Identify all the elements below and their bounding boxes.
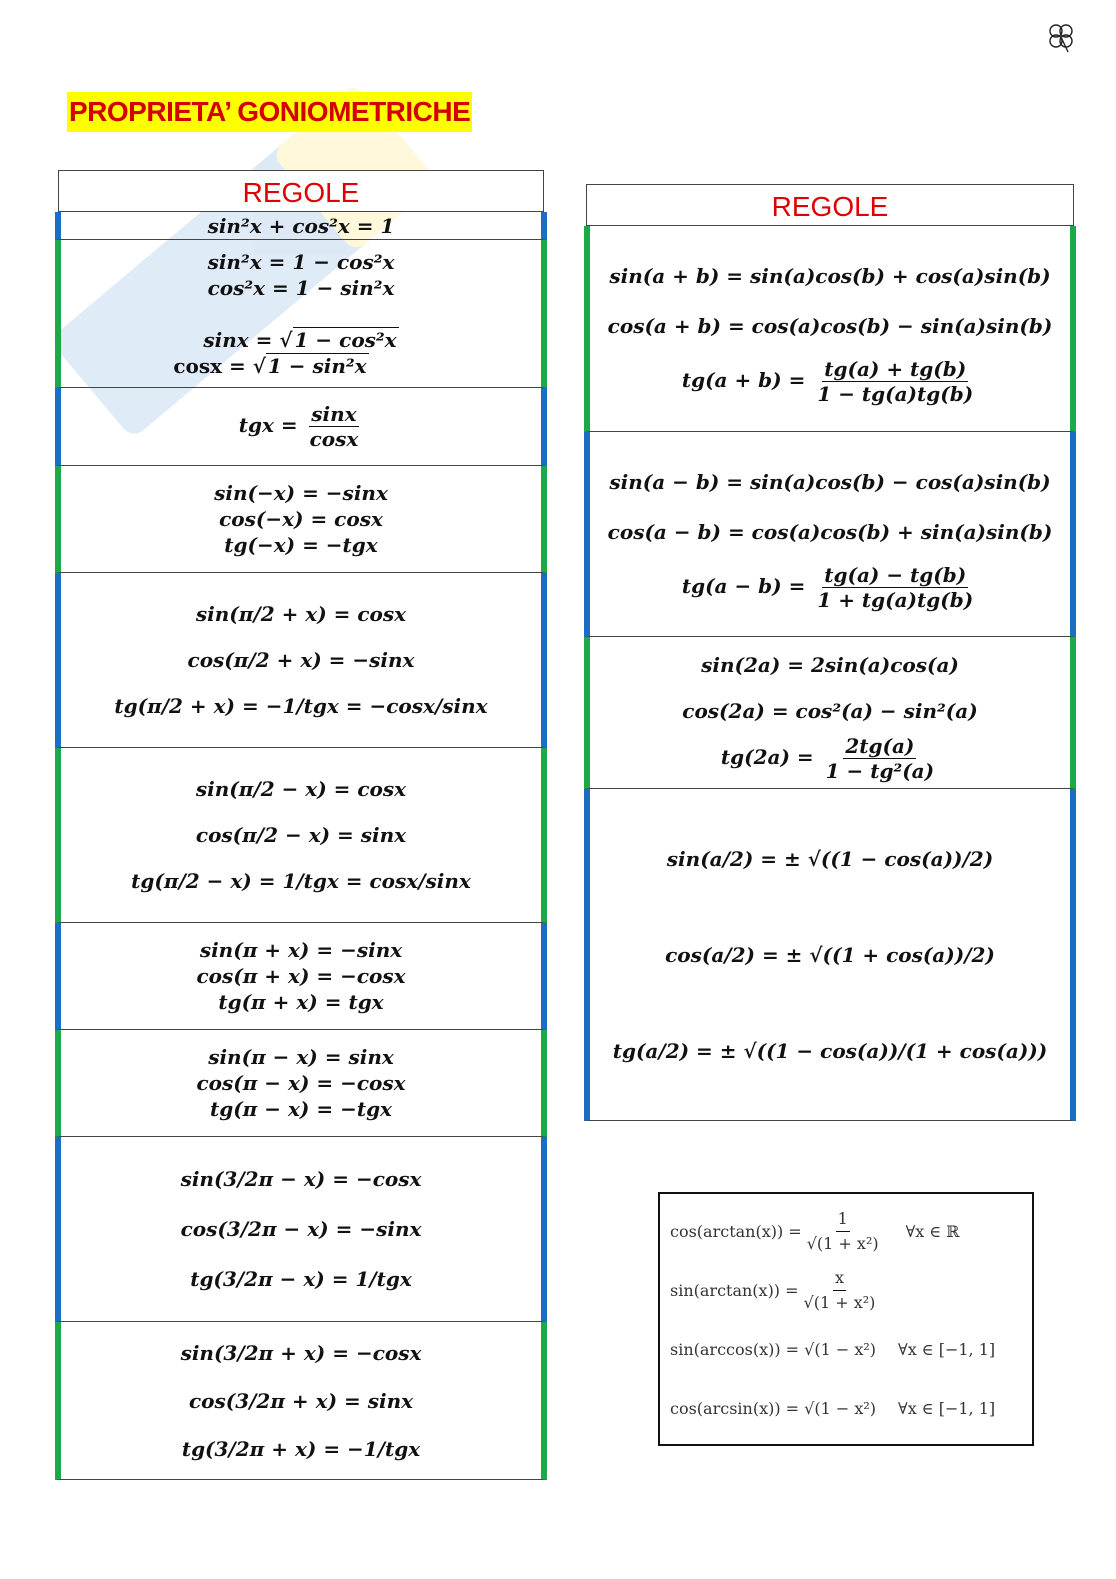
numerator: tg(a) + tg(b) xyxy=(824,357,967,381)
clover-icon xyxy=(1044,20,1078,54)
numerator: x xyxy=(833,1266,846,1291)
lhs: tg(a − b) = xyxy=(681,573,813,598)
section-pythagorean xyxy=(55,212,547,240)
lhs: cos(arctan(x)) = xyxy=(670,1222,802,1241)
numerator: 2tg(a) xyxy=(845,734,915,758)
denominator: 1 + tg(a)tg(b) xyxy=(817,587,974,612)
formula: sin(π + x) = −sinx xyxy=(199,938,403,962)
lhs: sinx = xyxy=(203,327,280,352)
radicand: 1 − cos²x xyxy=(294,327,397,352)
section-pi-half-plus xyxy=(55,573,547,748)
formula: cos(−x) = cosx xyxy=(219,507,383,531)
formula: sin(−x) = −sinx xyxy=(214,481,388,505)
section-difference xyxy=(584,432,1076,637)
lhs: tgx = xyxy=(238,413,305,437)
formula: sin(3/2π + x) = −cosx xyxy=(180,1340,422,1365)
section-three-pi-half-minus xyxy=(55,1137,547,1322)
box-row xyxy=(670,1379,1022,1438)
formula: cos(2a) = cos²(a) − sin²(a) xyxy=(682,699,978,723)
formula: sin(a − b) = sin(a)cos(b) − cos(a)sin(b) xyxy=(609,469,1051,494)
formula: tg(3/2π + x) = −1/tgx xyxy=(181,1436,421,1461)
formula: tg(π − x) = −tgx xyxy=(210,1097,392,1121)
denominator: √(1 + x²) xyxy=(803,1293,876,1312)
inverse-trig-box xyxy=(658,1192,1034,1446)
lhs: sin(arctan(x)) = xyxy=(670,1281,799,1300)
condition: ∀x ∈ ℝ xyxy=(905,1222,960,1241)
box-row xyxy=(670,1202,1022,1261)
condition: ∀x ∈ [−1, 1] xyxy=(898,1340,996,1359)
numerator: 1 xyxy=(836,1207,850,1232)
formula: cos(a − b) = cos(a)cos(b) + sin(a)sin(b) xyxy=(607,519,1053,544)
formula: cos(a/2) = ± √((1 + cos(a))/2) xyxy=(665,942,995,967)
radicand: 1 − sin²x xyxy=(267,353,367,378)
formula: sin(π − x) = sinx xyxy=(208,1045,394,1069)
formula: tg(π + x) = tgx xyxy=(218,990,384,1014)
formula: tg(a/2) = ± √((1 − cos(a))/(1 + cos(a))) xyxy=(612,1038,1048,1063)
section-negative xyxy=(55,466,547,573)
formula: cos(π/2 − x) = sinx xyxy=(195,823,407,847)
section-sum xyxy=(584,226,1076,432)
formula xyxy=(721,734,939,783)
formula xyxy=(682,357,978,406)
formula: sin(π/2 − x) = cosx xyxy=(195,777,407,801)
lhs: tg(2a) = xyxy=(720,745,821,769)
formula-sqrt: sinx = √ 1 − cos²x xyxy=(203,327,397,352)
box-row xyxy=(670,1261,1022,1320)
formula: tg(3/2π − x) = 1/tgx xyxy=(190,1267,412,1291)
right-header: REGOLE xyxy=(586,184,1074,226)
formula: tg(π/2 + x) = −1/tgx = −cosx/sinx xyxy=(114,694,488,718)
formula xyxy=(239,402,364,451)
formula xyxy=(682,563,978,612)
right-rules-table xyxy=(584,184,1076,1121)
numerator: sinx xyxy=(311,402,357,426)
section-double-angle xyxy=(584,637,1076,789)
formula: sin(arccos(x)) = √(1 − x²) xyxy=(670,1340,877,1359)
formula: cos(π − x) = −cosx xyxy=(196,1071,406,1095)
formula: sin(a/2) = ± √((1 − cos(a))/2) xyxy=(666,846,994,871)
formula: sin(3/2π − x) = −cosx xyxy=(180,1167,422,1191)
denominator: cosx xyxy=(309,427,359,451)
formula: cos(π + x) = −cosx xyxy=(196,964,406,988)
formula: cos²x = 1 − sin²x xyxy=(207,275,395,300)
formula: cos(a + b) = cos(a)cos(b) − sin(a)sin(b) xyxy=(607,314,1053,338)
numerator: tg(a) − tg(b) xyxy=(824,562,967,587)
condition: ∀x ∈ [−1, 1] xyxy=(898,1399,996,1418)
formula: cos(3/2π + x) = sinx xyxy=(188,1388,414,1413)
formula: sin(π/2 + x) = cosx xyxy=(195,602,407,626)
formula: sin²x = 1 − cos²x xyxy=(207,249,395,274)
section-squares xyxy=(55,240,547,388)
formula: cos(arcsin(x)) = √(1 − x²) xyxy=(670,1399,877,1418)
section-half-angle xyxy=(584,789,1076,1121)
formula: sin²x + cos²x = 1 xyxy=(207,213,395,238)
formula: tg(π/2 − x) = 1/tgx = cosx/sinx xyxy=(131,869,471,893)
left-header: REGOLE xyxy=(58,170,544,212)
formula: tg(−x) = −tgx xyxy=(224,533,378,557)
lhs: cosx = xyxy=(173,353,253,378)
section-pi-plus xyxy=(55,923,547,1030)
denominator: √(1 + x²) xyxy=(806,1234,879,1253)
denominator: 1 − tg(a)tg(b) xyxy=(817,382,974,406)
left-rules-table xyxy=(55,170,547,1480)
lhs: tg(a + b) = xyxy=(681,368,813,392)
formula: sin(2a) = 2sin(a)cos(a) xyxy=(701,653,959,677)
section-three-pi-half-plus xyxy=(55,1322,547,1480)
formula: cos(3/2π − x) = −sinx xyxy=(180,1217,422,1241)
denominator: 1 − tg²(a) xyxy=(825,759,935,783)
section-pi-half-minus xyxy=(55,748,547,923)
box-row xyxy=(670,1320,1022,1379)
page-title: PROPRIETA’ GONIOMETRICHE xyxy=(67,92,472,132)
formula: sin(a + b) = sin(a)cos(b) + cos(a)sin(b) xyxy=(609,264,1051,288)
formula: cos(π/2 + x) = −sinx xyxy=(187,648,415,672)
section-pi-minus xyxy=(55,1030,547,1137)
formula-sqrt: cosx = √ 1 − sin²x xyxy=(173,353,367,378)
section-tangent xyxy=(55,388,547,466)
